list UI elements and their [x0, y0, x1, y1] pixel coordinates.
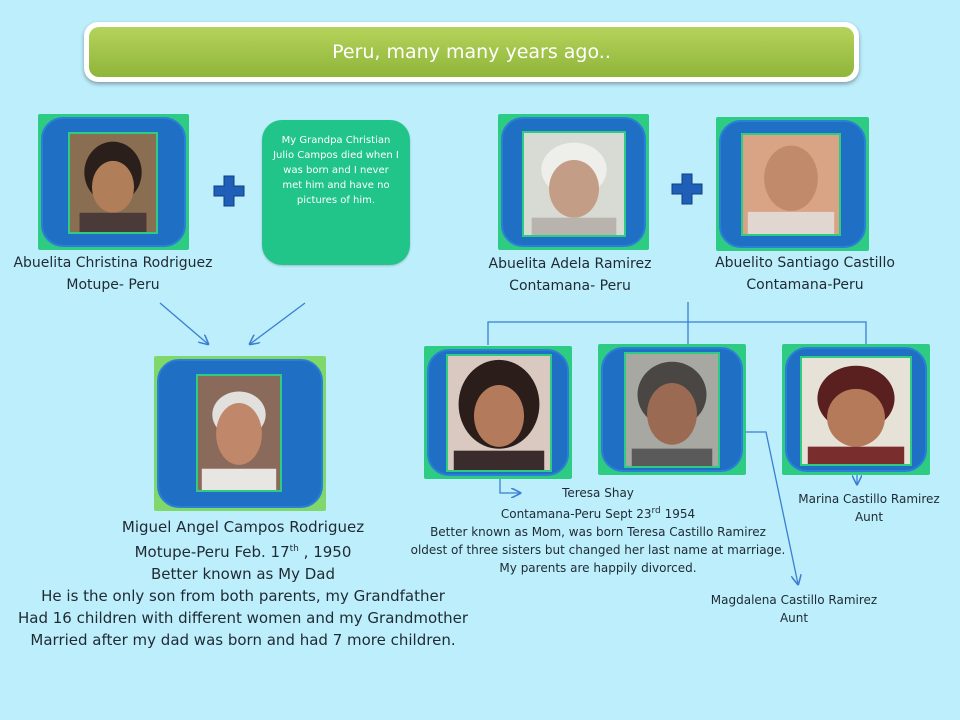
photo-card-marina	[782, 344, 930, 475]
grandpa-note: My Grandpa Christian Julio Campos died when I was born and I never met him and have no pictures of him.	[262, 120, 410, 265]
arrow-christina-to-miguel	[160, 303, 208, 344]
page-title: Peru, many many years ago..	[89, 27, 854, 77]
portrait-santiago	[741, 133, 841, 236]
photo-card-christina	[38, 114, 189, 250]
title-banner	[84, 22, 859, 82]
portrait-teresa	[446, 354, 552, 472]
plus-icon	[212, 174, 246, 208]
label-christina: Abuelita Christina Rodriguez Motupe- Peru	[13, 255, 213, 293]
portrait-adela	[522, 131, 626, 237]
label-santiago: Abuelito Santiago Castillo Contamana-Peru	[715, 255, 895, 293]
photo-card-miguel	[154, 356, 326, 511]
label-teresa: Teresa Shay Contamana-Peru Sept 23rd 1954 Better known as Mom, was born Teresa Castillo Ramirez oldest of three sisters but changed her last name at marriage. My parents are happily divorced.	[410, 486, 786, 575]
arrow-grandpa-to-miguel	[250, 303, 305, 344]
label-miguel: Miguel Angel Campos Rodriguez Motupe-Peru Feb. 17th , 1950 Better known as My Dad He is the only son from both parents, my Grandfather Had 16 children with different women and my Grandmother Married after my dad was born and had 7 more children.	[17, 518, 469, 649]
family-tree-bracket	[488, 302, 688, 345]
portrait-miguel	[196, 374, 282, 492]
family-tree-bracket-right	[688, 322, 866, 345]
portrait-marina	[800, 356, 912, 466]
label-adela: Abuelita Adela Ramirez Contamana- Peru	[488, 256, 652, 294]
label-magdalena: Magdalena Castillo Ramirez Aunt	[710, 593, 878, 625]
portrait-christina	[68, 132, 158, 234]
photo-card-magdalena	[598, 344, 746, 475]
portrait-magdalena	[624, 352, 720, 468]
plus-icon	[670, 172, 704, 206]
photo-card-adela	[498, 114, 649, 250]
photo-card-teresa	[424, 346, 572, 479]
photo-card-santiago	[716, 117, 869, 251]
label-marina: Marina Castillo Ramirez Aunt	[798, 492, 940, 524]
